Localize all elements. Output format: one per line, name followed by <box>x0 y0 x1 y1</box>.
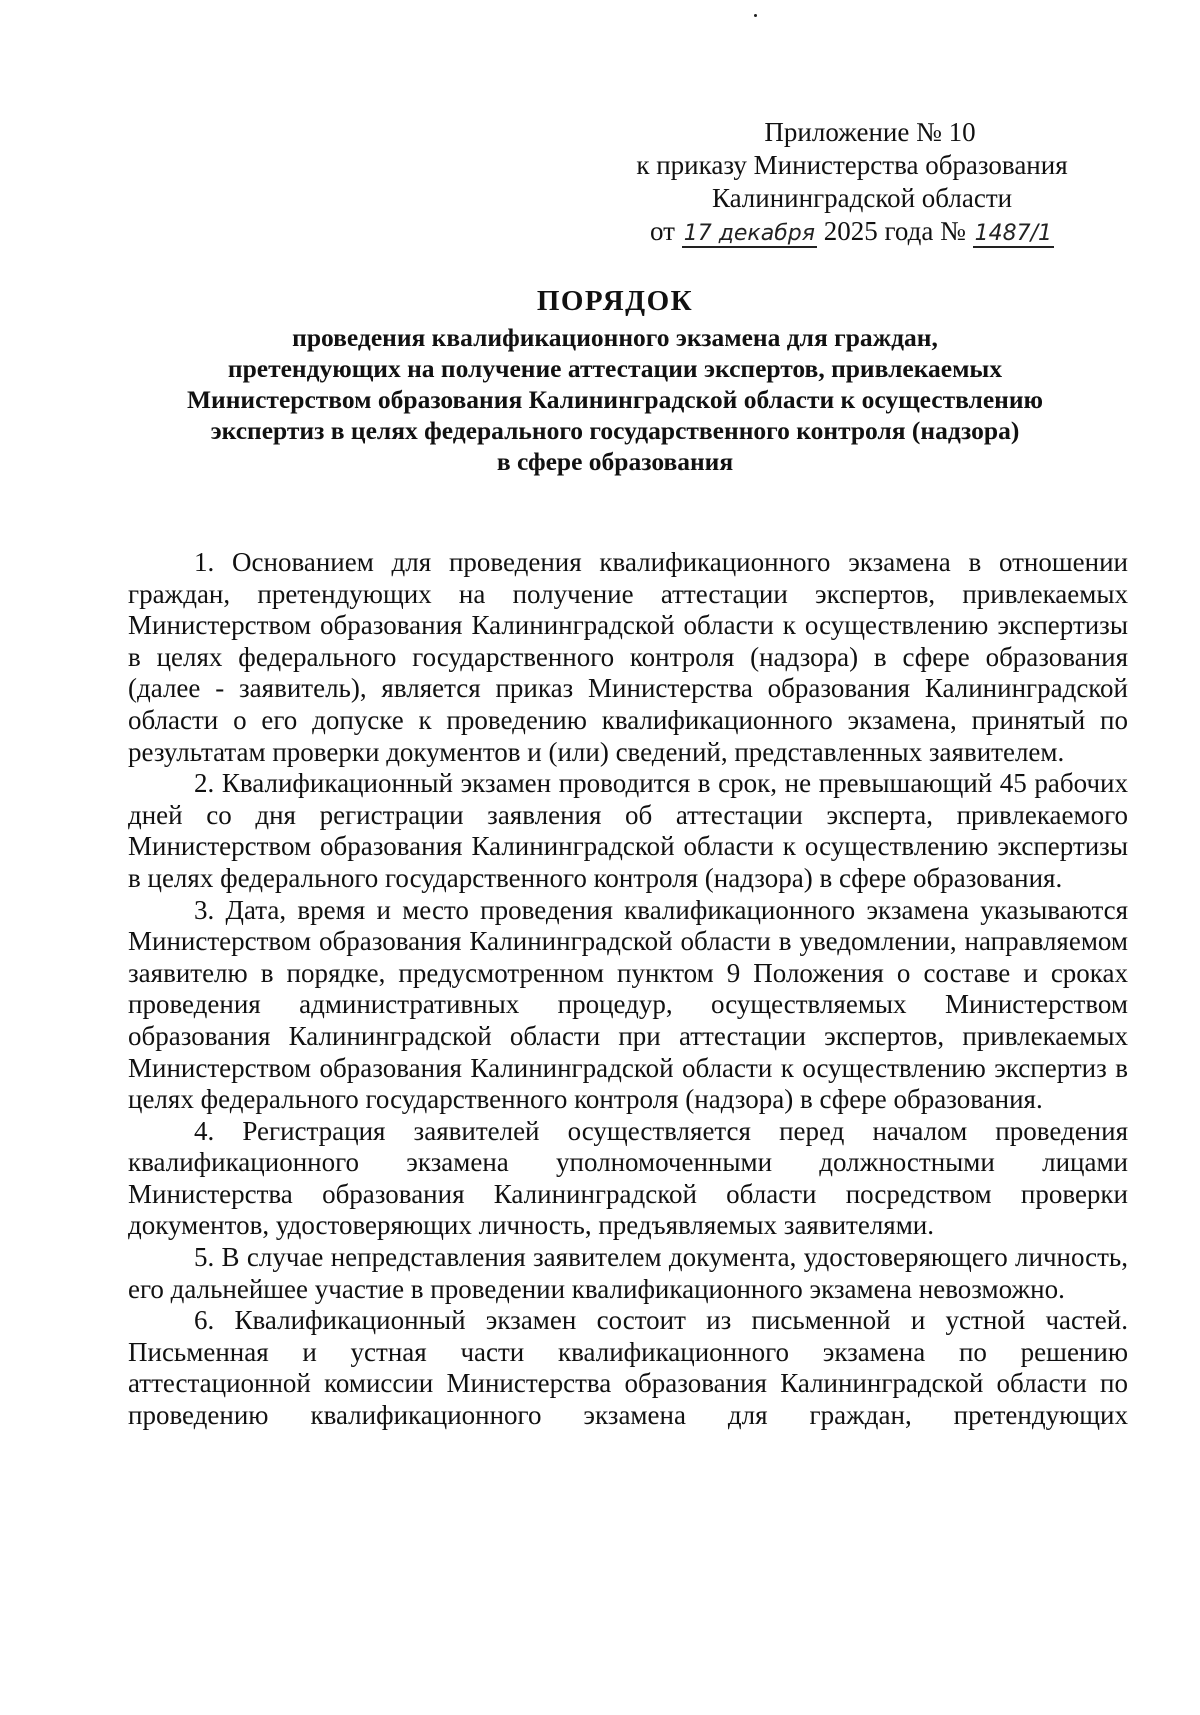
date-year: 2025 года № <box>823 216 966 246</box>
title-line: претендующих на получение аттестации экспертов, привлекаемых <box>227 354 1003 383</box>
paragraph-5: 5. В случае непредставления заявителем документа, удостоверяющего личность, его дальнейшее участие в проведении квалификационного экзамена невозможно. <box>128 1242 1128 1304</box>
appendix-header <box>592 116 1112 248</box>
title-line: в сфере образования <box>496 447 734 476</box>
handwritten-date: 17 декабря <box>683 221 815 246</box>
title-line: Министерством образования Калининградской области к осуществлению <box>186 385 1044 414</box>
paragraph-3: 3. Дата, время и место проведения квалификационного экзамена указываются Министерством образования Калининградской области в уведомлении, направляемом заявителю в порядке, предусмотренном пунктом 9 Положения о составе и сроках проведения административных процедур, осуществляемых Министерством образования Калининградской области при аттестации экспертов, привлекаемых Министерством образования Калининградской области к осуществлению экспертиз в целях федерального государственного контроля (надзора) в сфере образования. <box>128 894 1128 1115</box>
appendix-region: Калининградской области <box>711 183 1013 213</box>
title-line: экспертиз в целях федерального государственного контроля (надзора) <box>210 416 1020 445</box>
paragraph-4: 4. Регистрация заявителей осуществляется перед началом проведения квалификационного экзамена уполномоченными должностными лицами Министерства образования Калининградской области посредством проверки документов, удостоверяющих личность, предъявляемых заявителями. <box>128 1115 1128 1241</box>
paragraph-6: 6. Квалификационный экзамен состоит из письменной и устной частей. Письменная и устная части квалификационного экзамена по решению аттестационной комиссии Министерства образования Калининградской области по проведению квалификационного экзамена для граждан, претендующих <box>128 1305 1128 1431</box>
scan-speck <box>754 14 757 17</box>
document-title-block <box>100 280 1130 477</box>
appendix-title: Приложение № 10 <box>764 117 976 147</box>
handwritten-number: 1487/1 <box>974 221 1052 246</box>
date-prefix: от <box>650 216 675 246</box>
paragraph-1: 1. Основанием для проведения квалификационного экзамена в отношении граждан, претендующих на получение аттестации экспертов, привлекаемых Министерством образования Калининградской области к осуществлению экспертизы в целях федерального государственного контроля (надзора) в сфере образования (далее - заявитель), является приказ Министерства образования Калининградской области о его допуске к проведению квалификационного экзамена, принятый по результатам проверки документов и (или) сведений, представленных заявителем. <box>128 547 1128 767</box>
title-line: проведения квалификационного экзамена для граждан, <box>292 323 938 352</box>
appendix-order-ref: к приказу Министерства образования <box>636 150 1068 180</box>
document-body <box>128 547 1128 1432</box>
document-title: ПОРЯДОК <box>536 285 694 317</box>
appendix-date-line <box>592 215 1112 248</box>
paragraph-2: 2. Квалификационный экзамен проводится в срок, не превышающий 45 рабочих дней со дня регистрации заявления об аттестации эксперта, привлекаемого Министерством образования Калининградской области к осуществлению экспертизы в целях федерального государственного контроля (надзора) в сфере образования. <box>128 768 1128 893</box>
